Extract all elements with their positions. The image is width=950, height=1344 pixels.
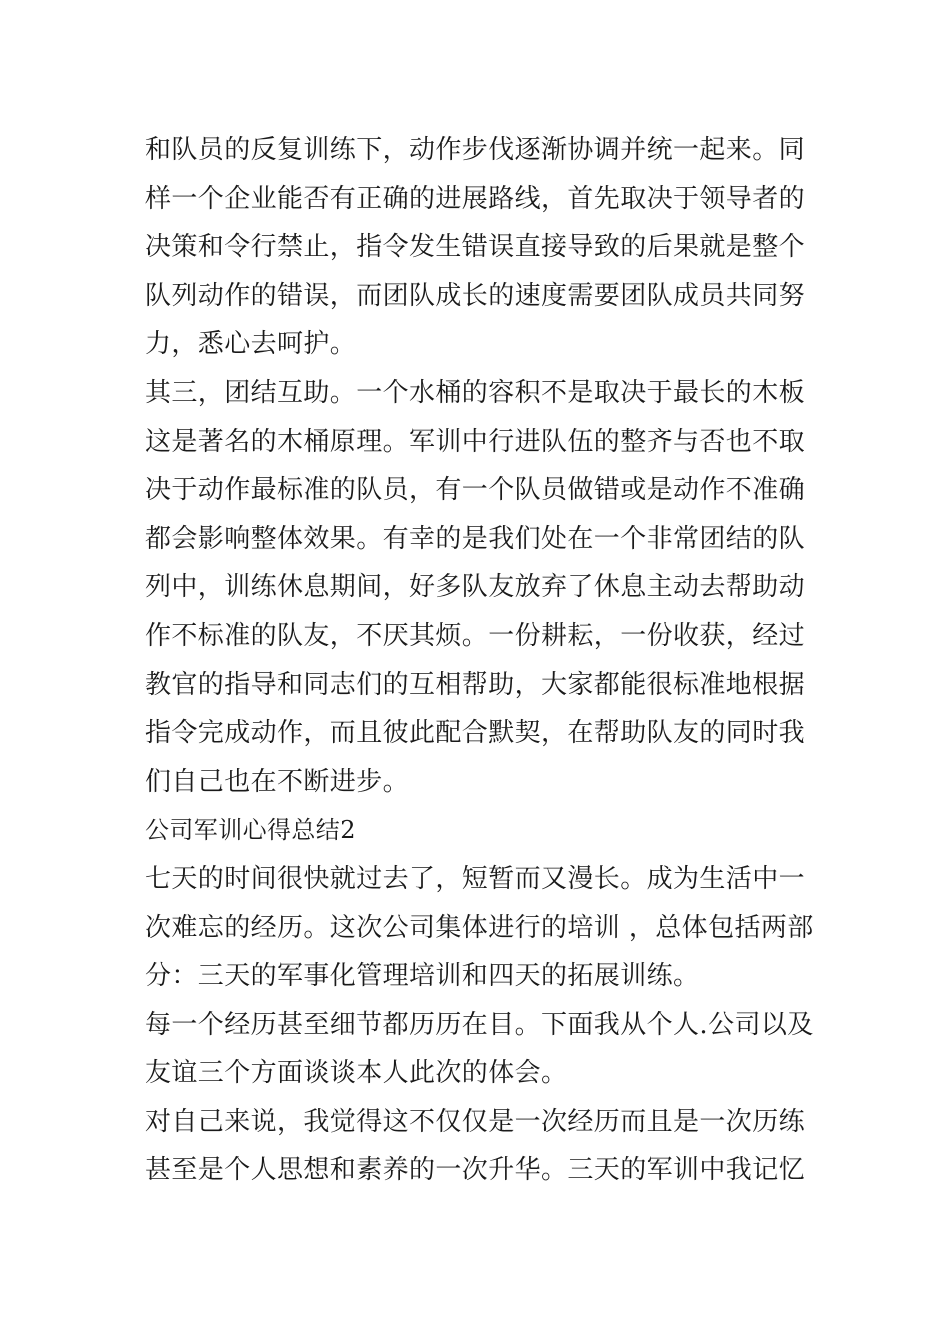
text-line-6: 其三，团结互助。一个水桶的容积不是取决于最长的木板 xyxy=(145,377,806,408)
text-line-22: 甚至是个人思想和素养的一次升华。三天的军训中我记忆 xyxy=(145,1155,806,1186)
text-line-14: 们自己也在不断进步。 xyxy=(145,766,410,797)
text-line-5: 力，悉心去呵护。 xyxy=(145,329,357,360)
text-line-3: 决策和令行禁止，指令发生错误直接导致的后果就是整个 xyxy=(145,232,806,263)
text-line-21: 对自己来说，我觉得这不仅仅是一次经历而且是一次历练 xyxy=(145,1106,806,1137)
text-line-11: 作不标准的队友，不厌其烦。一份耕耘，一份收获，经过 xyxy=(145,620,806,651)
text-line-7: 这是著名的木桶原理。军训中行进队伍的整齐与否也不取 xyxy=(145,426,806,457)
text-line-16: 七天的时间很快就过去了，短暂而又漫长。成为生活中一 xyxy=(145,863,806,894)
text-line-13: 指令完成动作，而且彼此配合默契，在帮助队友的同时我 xyxy=(145,718,806,749)
text-line-20: 友谊三个方面谈谈本人此次的体会。 xyxy=(145,1058,568,1089)
text-line-10: 列中，训练休息期间，好多队友放弃了休息主动去帮助动 xyxy=(145,572,806,603)
text-line-12: 教官的指导和同志们的互相帮助，大家都能很标准地根据 xyxy=(145,669,806,700)
text-line-1: 和队员的反复训练下，动作步伐逐渐协调并统一起来。同 xyxy=(145,135,806,165)
text-line-17: 次难忘的经历。这次公司集体进行的培训 ，总体包括两部 xyxy=(145,912,814,943)
text-line-8: 决于动作最标准的队员，有一个队员做错或是动作不准确 xyxy=(145,475,806,506)
text-line-9: 都会影响整体效果。有幸的是我们处在一个非常团结的队 xyxy=(145,523,806,554)
text-line-18: 分：三天的军事化管理培训和四天的拓展训练。 xyxy=(145,961,700,992)
section-heading: 公司军训心得总结2 xyxy=(145,816,356,845)
text-line-19: 每一个经历甚至细节都历历在目。下面我从个人.公司以及 xyxy=(145,1009,814,1040)
document-body xyxy=(145,126,815,1195)
text-line-4: 队列动作的错误，而团队成长的速度需要团队成员共同努 xyxy=(145,280,806,311)
text-line-2: 样一个企业能否有正确的进展路线，首先取决于领导者的 xyxy=(145,183,806,214)
